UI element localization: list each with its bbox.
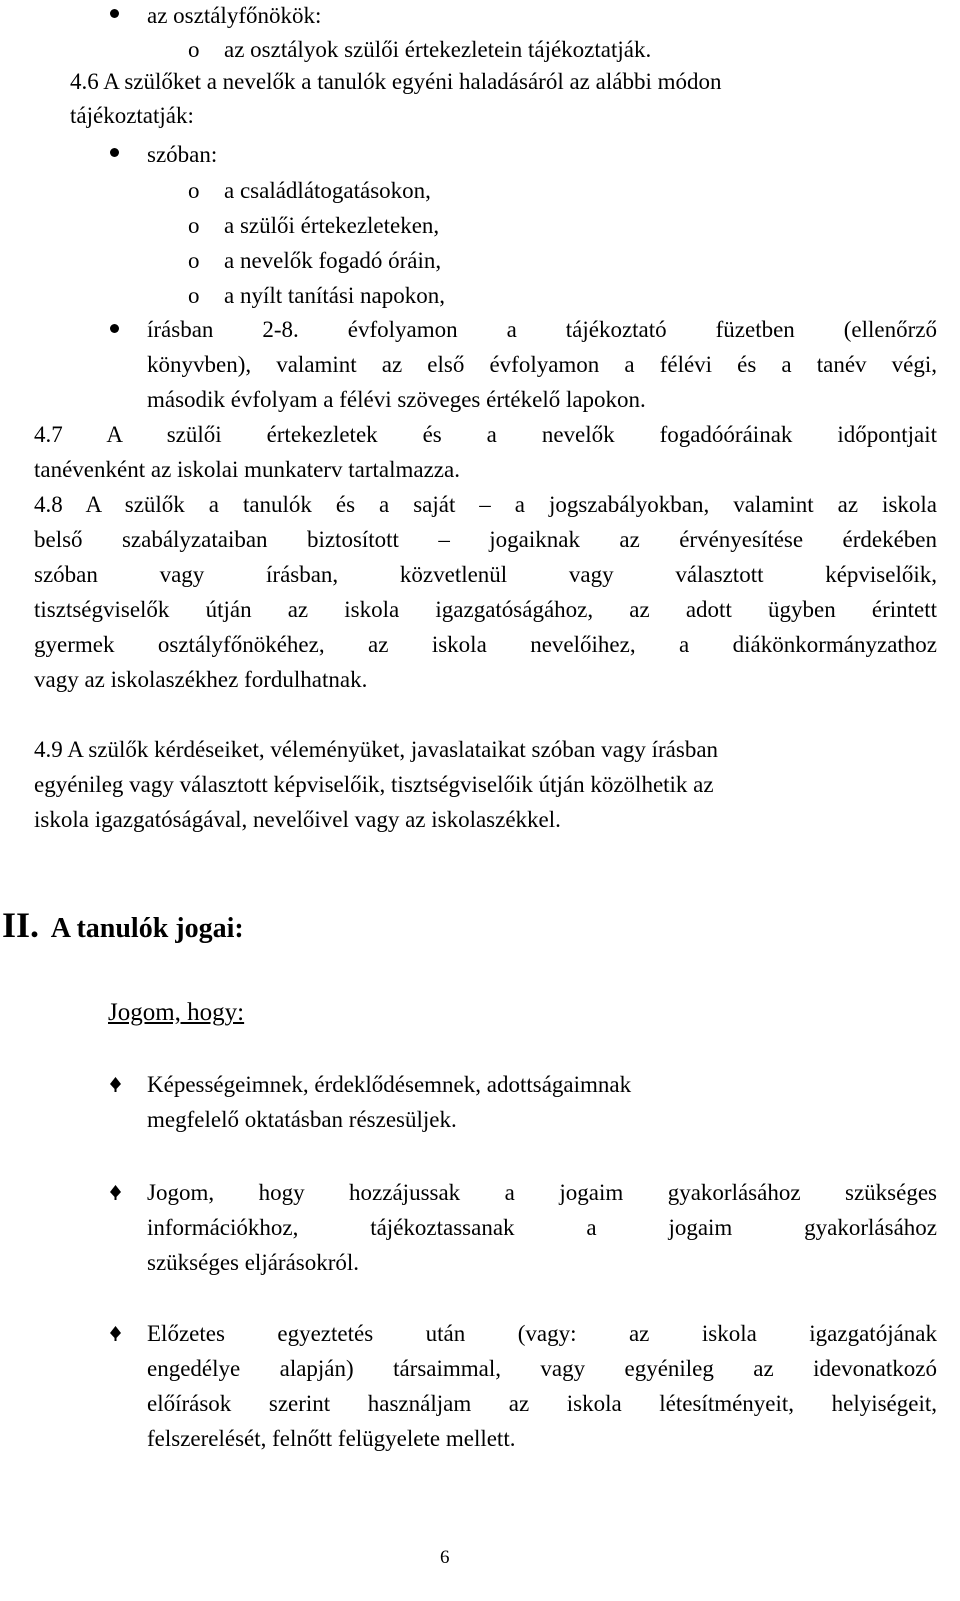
- right-item-text: Képességeimnek, érdeklődésemnek, adottságaimnak: [147, 1072, 632, 1097]
- paragraph-4-9-line: 4.9 A szülők kérdéseiket, véleményüket, javaslataikat szóban vagy írásban: [34, 737, 719, 762]
- subheading: Jogom, hogy:: [108, 999, 245, 1026]
- paragraph-4-8-line: gyermek osztályfőnökéhez, az iskola nevelőihez, a diákönkormányzathoz: [34, 632, 937, 657]
- diamond-bullet-icon: [110, 1185, 121, 1199]
- paragraph-4-8-line: tisztségviselők útján az iskola igazgatóságához, az adott ügyben érintett: [34, 597, 937, 622]
- bullet-text: második évfolyam a félévi szöveges értékelő lapokon.: [147, 387, 646, 412]
- sub-item-text: a családlátogatásokon,: [224, 178, 431, 203]
- page-number: 6: [440, 1547, 450, 1568]
- right-item-text: információkhoz, tájékoztassanak a jogaim gyakorlásához: [147, 1215, 937, 1240]
- chapter-title: A tanulók jogai:: [50, 913, 244, 944]
- paragraph-4-9-line: iskola igazgatóságával, nevelőivel vagy az iskolaszékkel.: [34, 807, 561, 832]
- sub-item-marker: o: [188, 283, 200, 308]
- right-item-text: szükséges eljárásokról.: [147, 1250, 360, 1275]
- chapter-roman-numeral: II.: [2, 905, 40, 945]
- sub-item-text: a szülői értekezleteken,: [224, 213, 440, 238]
- paragraph-4-8-line: szóban vagy írásban, közvetlenül vagy választott képviselőik,: [34, 562, 937, 587]
- right-item-text: engedélye alapján) társaimmal, vagy egyénileg az idevonatkozó: [147, 1356, 937, 1381]
- right-item-text: megfelelő oktatásban részesüljek.: [147, 1107, 457, 1132]
- bullet-dot: [110, 148, 119, 157]
- chapter-heading: [2, 907, 244, 943]
- paragraph-4-6-line: tájékoztatják:: [70, 103, 194, 128]
- sub-item-marker: o: [188, 37, 200, 62]
- diamond-bullet-icon: [110, 1326, 121, 1340]
- bullet-dot: [110, 324, 119, 333]
- bullet-text: írásban 2-8. évfolyamon a tájékoztató füzetben (ellenőrző: [147, 317, 937, 342]
- bullet-text: könyvben), valamint az első évfolyamon a félévi és a tanév végi,: [147, 352, 937, 377]
- sub-item-text: a nyílt tanítási napokon,: [224, 283, 446, 308]
- right-item-text: Előzetes egyeztetés után (vagy: az iskola igazgatójának: [147, 1321, 937, 1346]
- paragraph-4-9-line: egyénileg vagy választott képviselőik, tisztségviselőik útján közölhetik az: [34, 772, 714, 797]
- right-item-text: Jogom, hogy hozzájussak a jogaim gyakorlásához szükséges: [147, 1180, 937, 1205]
- paragraph-4-6-line: 4.6 A szülőket a nevelők a tanulók egyéni haladásáról az alábbi módon: [70, 69, 722, 94]
- right-item-text: felszerelését, felnőtt felügyelete mellett.: [147, 1426, 516, 1451]
- paragraph-4-8-line: belső szabályzataiban biztosított – jogaiknak az érvényesítése érdekében: [34, 527, 937, 552]
- paragraph-4-8-line: vagy az iskolaszékhez fordulhatnak.: [34, 667, 368, 692]
- paragraph-4-7-line: 4.7 A szülői értekezletek és a nevelők fogadóóráinak időpontjait: [34, 422, 937, 447]
- sub-item-text: a nevelők fogadó óráin,: [224, 248, 442, 273]
- paragraph-4-7-line: tanévenként az iskolai munkaterv tartalmazza.: [34, 457, 460, 482]
- bullet-text: szóban:: [147, 142, 218, 167]
- right-item-text: előírások szerint használjam az iskola létesítményeit, helyiségeit,: [147, 1391, 937, 1416]
- sub-item-marker: o: [188, 248, 200, 273]
- sub-item-marker: o: [188, 178, 200, 203]
- bullet-dot: [110, 9, 119, 18]
- diamond-bullet-icon: [110, 1077, 121, 1091]
- paragraph-4-8-line: 4.8 A szülők a tanulók és a saját – a jogszabályokban, valamint az iskola: [34, 492, 937, 517]
- sub-item-text: az osztályok szülői értekezletein tájékoztatják.: [224, 37, 652, 62]
- sub-item-marker: o: [188, 213, 200, 238]
- bullet-text: az osztályfőnökök:: [147, 3, 322, 28]
